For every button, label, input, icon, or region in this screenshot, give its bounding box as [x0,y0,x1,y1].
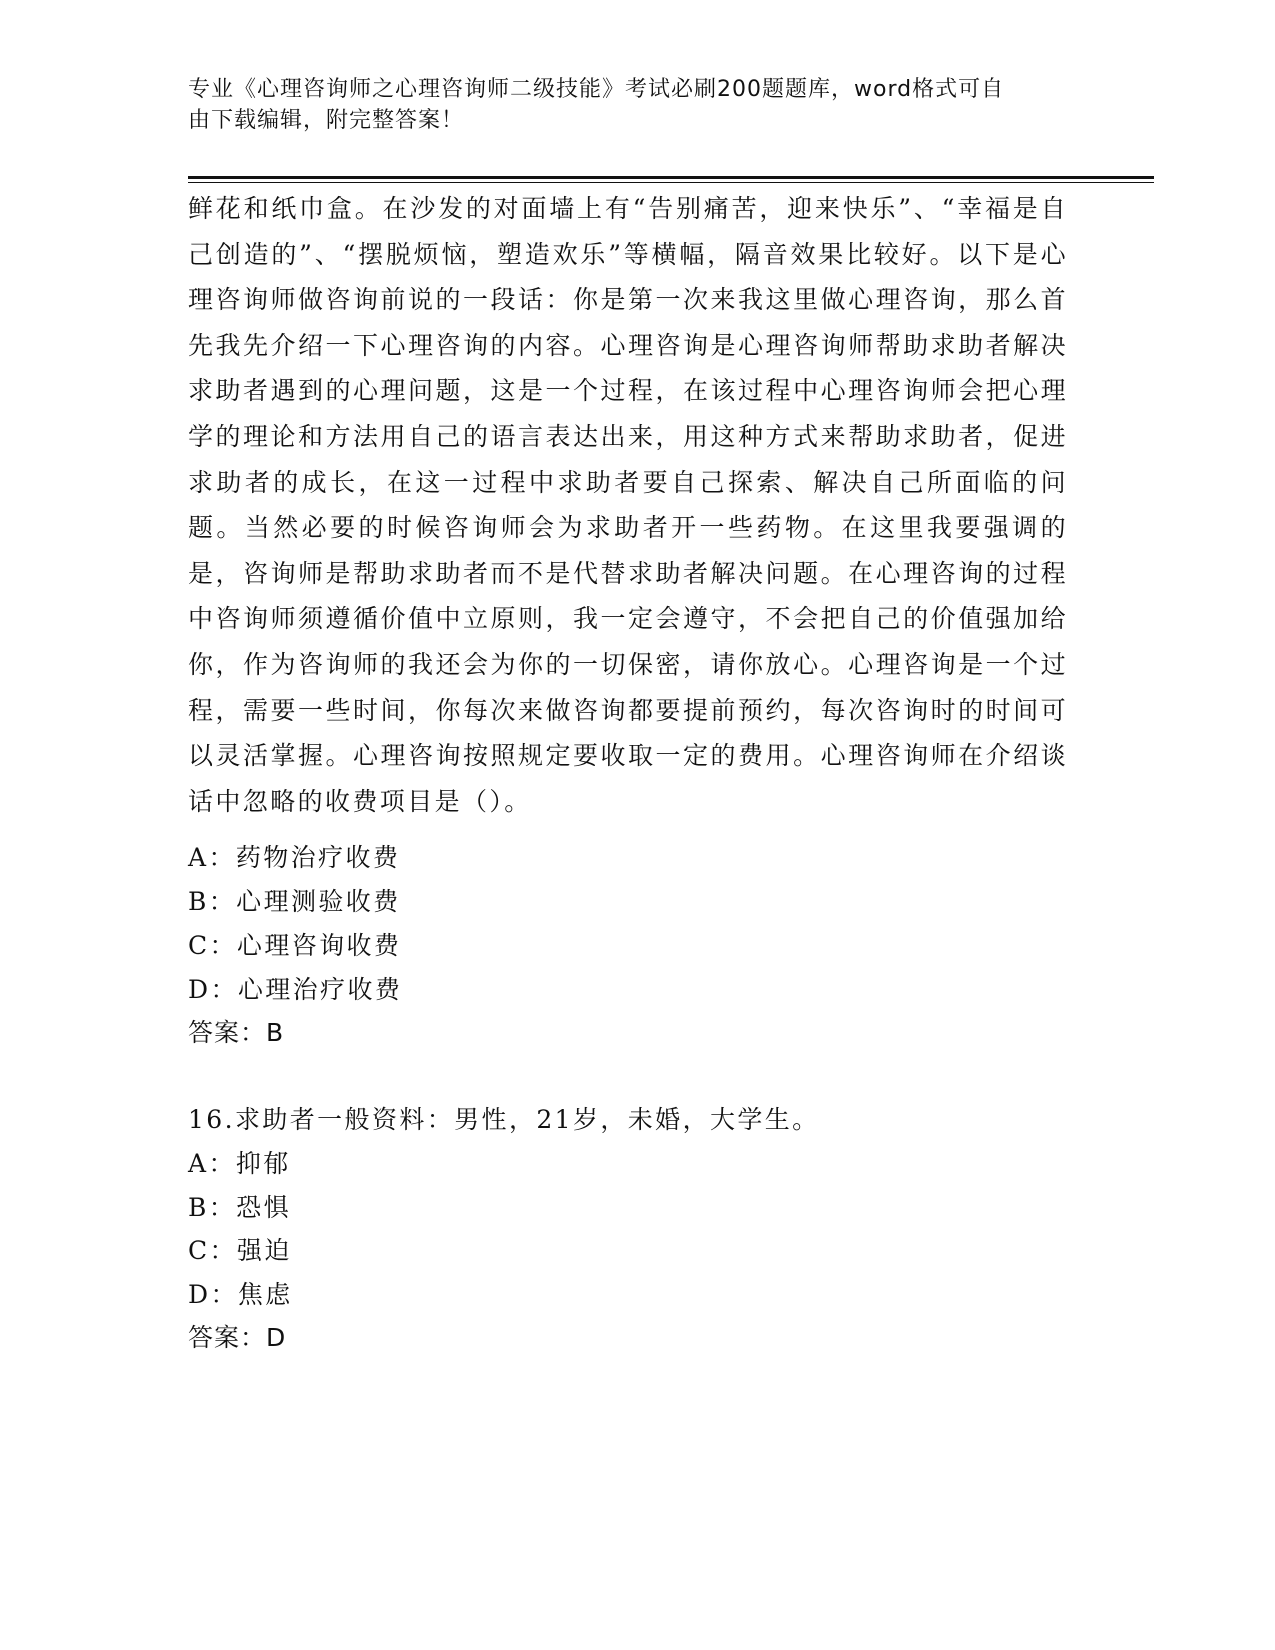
q16-answer: 答案：D [188,1323,287,1352]
q15-option-b: B：心理测验收费 [188,887,401,916]
q15-option-d: D：心理治疗收费 [188,975,403,1004]
q15-option-a: A：药物治疗收费 [188,843,401,872]
q16-option-d: D：焦虑 [188,1280,293,1309]
header-rule-thin [188,182,1154,183]
document-header [188,74,1068,136]
header-line-1: 专业《心理咨询师之心理咨询师二级技能》考试必刷200题题库，word格式可自 [188,77,1005,102]
q15-answer: 答案：B [188,1018,285,1047]
header-rule-thick [188,176,1154,179]
header-line-2: 由下载编辑，附完整答案！ [188,108,465,133]
question-16-stem: 16.求助者一般资料：男性，21岁，未婚，大学生。 [188,1105,820,1134]
q16-option-c: C：强迫 [188,1236,292,1265]
q15-option-c: C：心理咨询收费 [188,931,402,960]
question-15-text: 鲜花和纸巾盒。在沙发的对面墙上有“告别痛苦，迎来快乐”、“幸福是自己创造的”、“摆脱烦恼，塑造欢乐”等横幅，隔音效果比较好。以下是心理咨询师做咨询前说的一段话：你是第一次来我这里做心理咨询，那么首先我先介绍一下心理咨询的内容。心理咨询是心理咨询师帮助求助者解决求助者遇到的心理问题，这是一个过程，在该过程中心理咨询师会把心理学的理论和方法用自己的语言表达出来，用这种方式来帮助求助者，促进求助者的成长，在这一过程中求助者要自己探索、解决自己所面临的问题。当然必要的时候咨询师会为求助者开一些药物。在这里我要强调的是，咨询师是帮助求助者而不是代替求助者解决问题。在心理咨询的过程中咨询师须遵循价值中立原则，我一定会遵守，不会把自己的价值强加给你，作为咨询师的我还会为你的一切保密，请你放心。心理咨询是一个过程，需要一些时间，你每次来做咨询都要提前预约，每次咨询时的时间可以灵活掌握。心理咨询按照规定要收取一定的费用。心理咨询师在介绍谈话中忽略的收费项目是（）。 [188,194,1068,816]
q16-option-b: B：恐惧 [188,1193,291,1222]
q16-option-a: A：抑郁 [188,1149,291,1178]
